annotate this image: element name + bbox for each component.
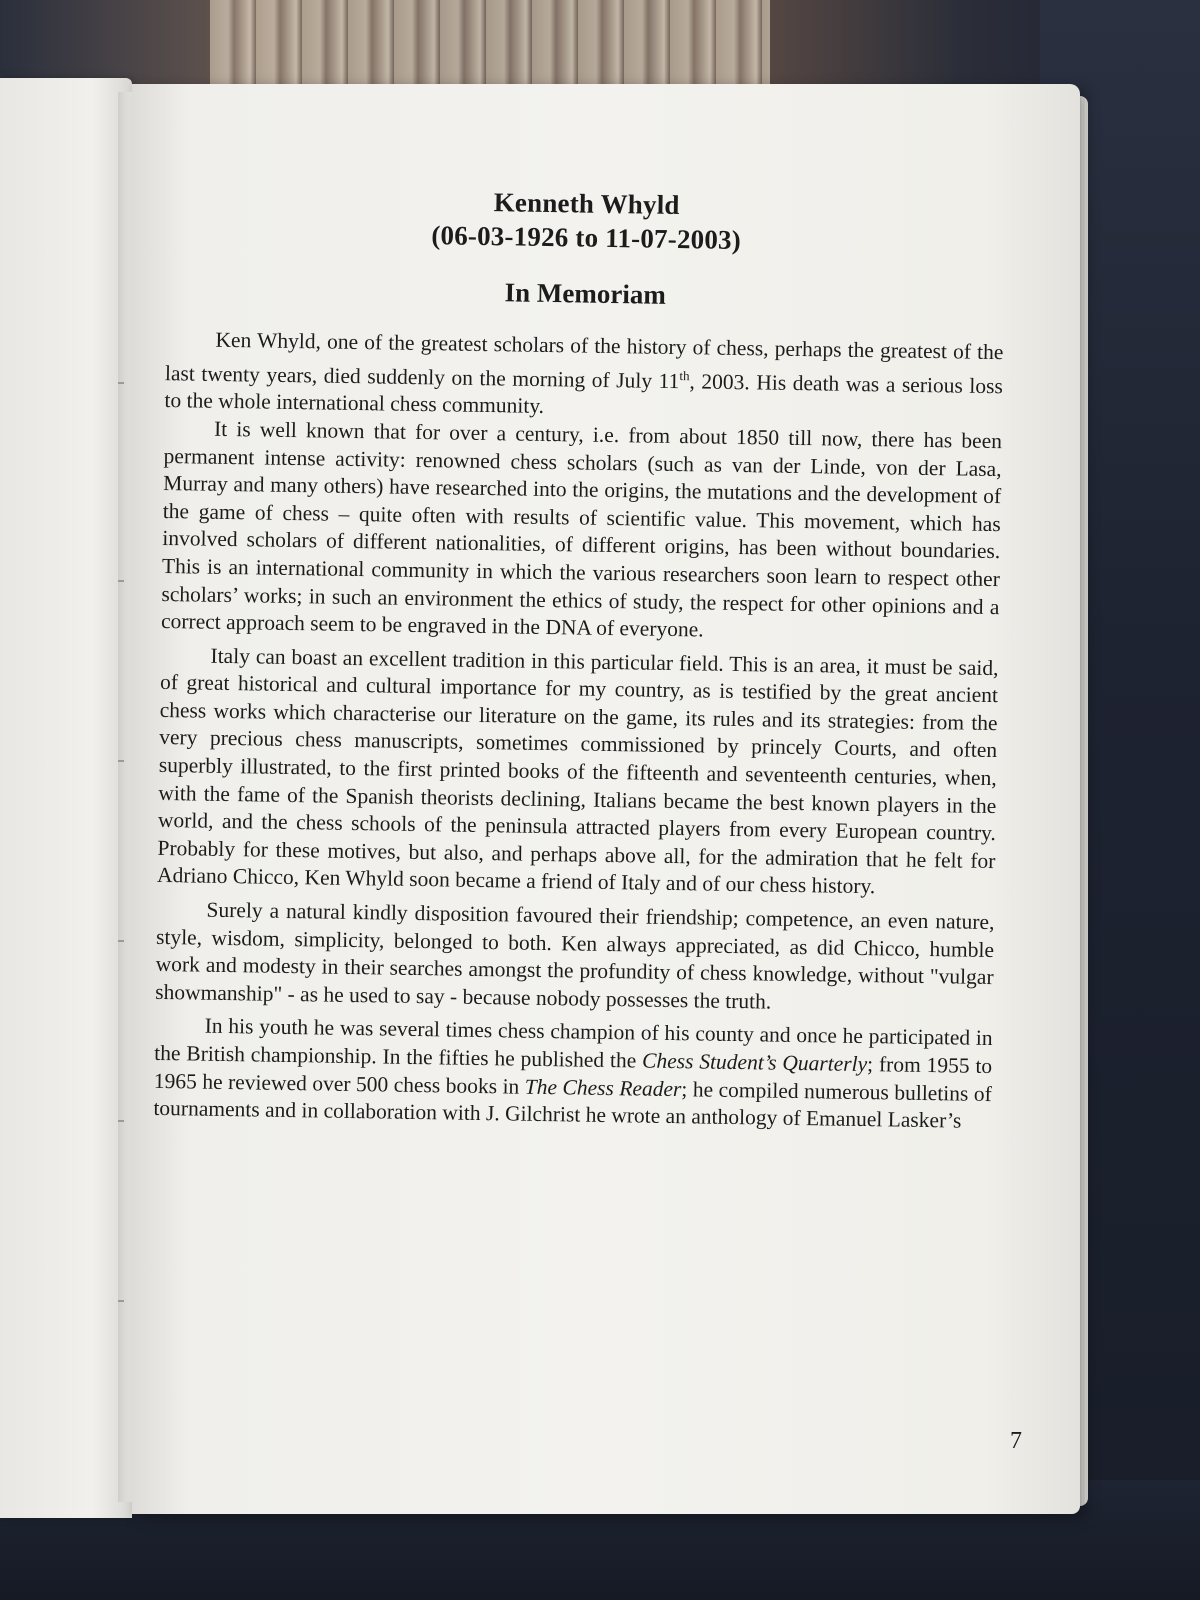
paragraph-1-text: Ken Whyld, one of the greatest scholars of the history of chess, perhaps the greatest of the last twenty years, died suddenly on the morning of July 11	[164, 327, 1004, 393]
left-page	[0, 78, 132, 1518]
publication-title: The Chess Reader	[524, 1074, 682, 1101]
section-heading: In Memoriam	[504, 277, 667, 310]
publication-title: Chess Student’s Quarterly	[641, 1048, 868, 1077]
paragraph-1-text-after: , 2003. His death was a serious loss to the whole international chess community.	[164, 368, 1004, 419]
page-content	[153, 180, 1006, 1136]
binding-stitch	[118, 760, 124, 762]
paragraph-5-seg: In his youth he was several times chess champion of his county and once he participated in the British championship. In the fifties he published the	[154, 1014, 993, 1073]
ordinal-suffix: th	[679, 367, 690, 383]
paragraph-5-seg: ; from 1955 to 1965 he reviewed over 500 chess books in	[153, 1052, 993, 1099]
paragraph-2: It is well known that for over a century, i.e. from about 1850 till now, there has been permanent intense activity: renowned chess scholars (such as van der Linde, von der Lasa, Murray and many others) have researched into the origins, the mutations and the development of the game of chess – quite often with results of scientific value. This movement, which has involved scholars of different nationalities, of different origins, has been without boundaries. This is an international community in which the various researchers soon learn to respect other scholars’ works; in such an environment the ethics of study, the respect for other opinions and a correct approach seem to be engraved in the DNA of everyone.	[160, 416, 1003, 642]
paragraph-1	[164, 326, 1003, 428]
paragraph-4: Surely a natural kindly disposition favoured their friendship; competence, an even nature, style, wisdom, simplicity, belonged to both. Ken always appreciated, as did Chicco, humble work and modesty in their searches amongst the profundity of chess knowledge, without "vulgar showmanship" - as he used to say - because nobody possesses the truth.	[155, 897, 995, 1014]
life-dates: (06-03-1926 to 11-07-2003)	[431, 220, 742, 256]
binding-stitch	[118, 1300, 124, 1302]
binding-stitch	[118, 1120, 124, 1122]
paragraph-5-seg: ; he compiled numerous bulletins of tournaments and in collaboration with J. Gilchrist he wrote an anthology of Emanuel Lasker’s	[153, 1076, 992, 1133]
paragraph-5	[153, 1012, 993, 1136]
binding-stitch	[118, 940, 124, 942]
paragraph-3: Italy can boast an excellent tradition in this particular field. This is an area, it must be said, of great historical and cultural importance for my country, as is testified by the great ancient chess works which characterise our literature on the game, its rules and its strategies: from the very precious chess manuscripts, sometimes commissioned by princely Courts, and often superbly illustrated, to the first printed books of the fifteenth and seventeenth centuries, when, with the fame of the Spanish theorists declining, Italians became the best known players in the world, and the chess schools of the peninsula attracted players from every European country. Probably for these motives, but also, and perhaps above all, for the admiration that he felt for Adriano Chicco, Ken Whyld soon became a friend of Italy and of our chess history.	[156, 643, 999, 899]
binding-stitch	[118, 382, 124, 384]
page-number: 7	[1010, 1428, 1022, 1454]
page-title: Kenneth Whyld	[493, 187, 680, 221]
background-books	[210, 0, 770, 92]
binding-stitch	[118, 580, 124, 582]
